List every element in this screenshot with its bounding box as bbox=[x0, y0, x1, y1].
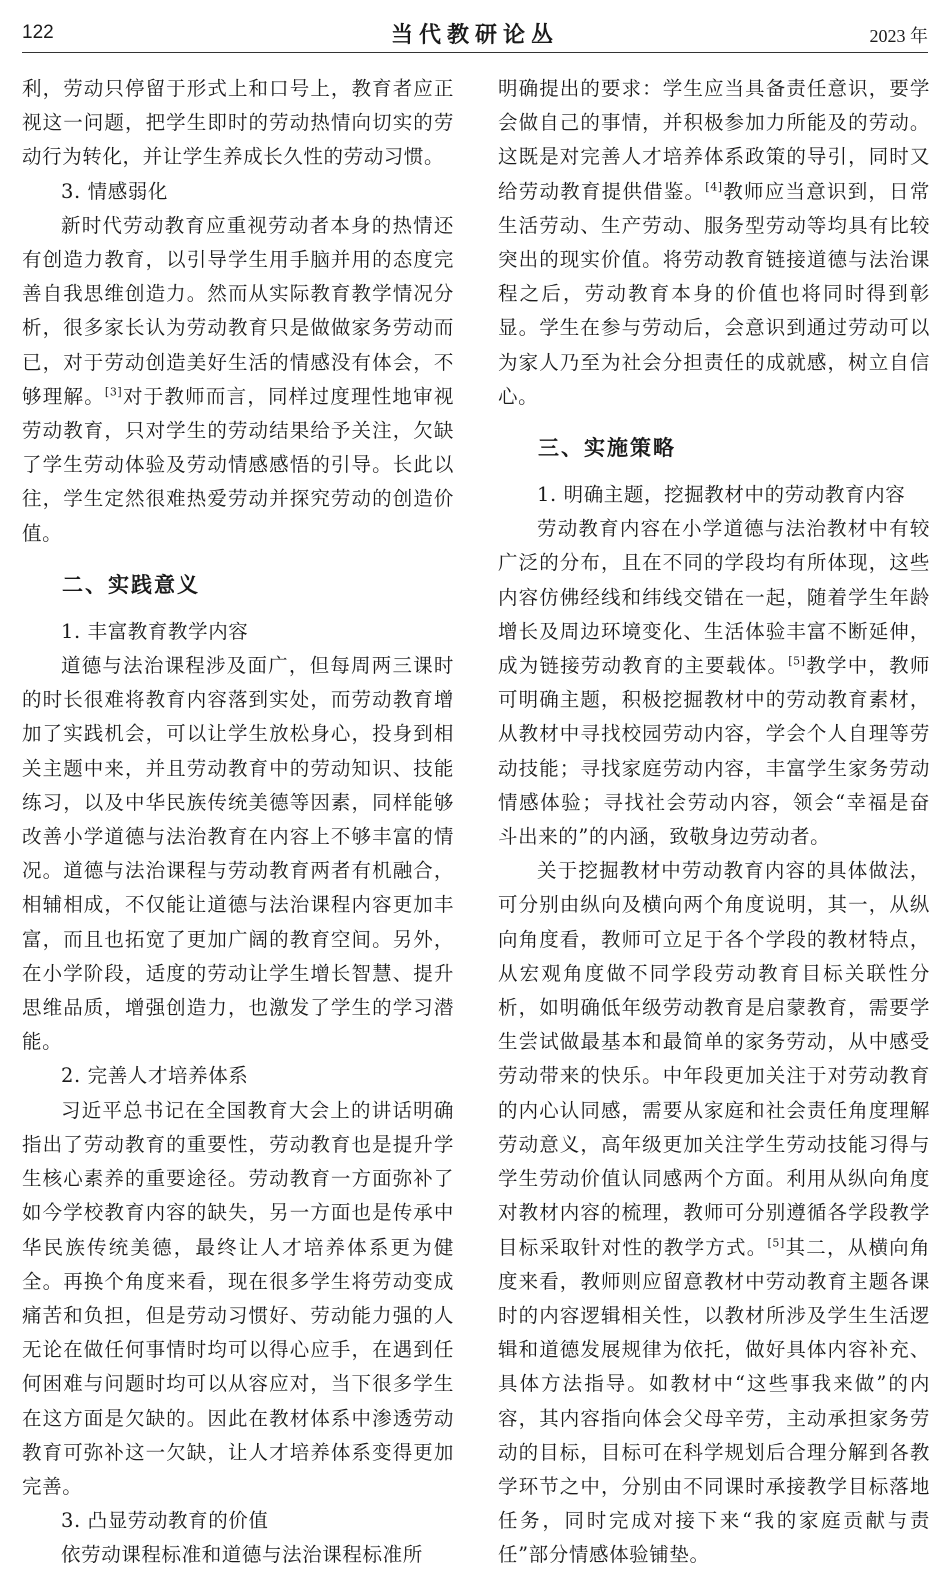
left-column bbox=[22, 72, 454, 1573]
paragraph: 道德与法治课程涉及面广，但每周两三课时的时长很难将教育内容落到实处，而劳动教育增加了实践机会，可以让学生放松身心，投身到相关主题中来，并且劳动教育中的劳动知识、技能练习，以及中华民族传统美德等因素，同样能够改善小学道德与法治教育在内容上不够丰富的情况。道德与法治课程与劳动教育两者有机融合，相辅相成，不仅能让道德与法治课程内容更加丰富，而且也拓宽了更加广阔的教育空间。另外，在小学阶段，适度的劳动让学生增长智慧、提升思维品质，增强创造力，也激发了学生的学习潜能。 bbox=[22, 654, 454, 1054]
issue-year: 2023 年 bbox=[869, 26, 928, 46]
paragraph: 习近平总书记在全国教育大会上的讲话明确指出了劳动教育的重要性，劳动教育也是提升学生核心素养的重要途径。劳动教育一方面弥补了如今学校教育内容的缺失，另一方面也是传承中华民族传统美德，最终让人才培养体系更为健全。再换个角度来看，现在很多学生将劳动变成痛苦和负担，但是劳动习惯好、劳动能力强的人无论在做任何事情时均可以得心应手，在遇到任何困难与问题时均可以从容应对，当下很多学生在这方面是欠缺的。因此在教材体系中渗透劳动教育可弥补这一欠缺，让人才培养体系变得更加完善。 bbox=[22, 1098, 454, 1498]
subheading: 3. 情感弱化 bbox=[61, 179, 169, 203]
paragraph: 明确提出的要求：学生应当具备责任意识，要学会做自己的事情，并积极参加力所能及的劳动。这既是对完善人才培养体系政策的导引，同时又给劳动教育提供借鉴。[4]教师应当意识到，日常生活劳动、生产劳动、服务型劳动等均具有比较突出的现实价值。将劳动教育链接道德与法治课程之后，劳动教育本身的价值也将同时得到彰显。学生在参与劳动后，会意识到通过劳动可以为家人乃至为社会分担责任的成就感，树立自信心。 bbox=[498, 77, 930, 408]
subheading: 1. 丰富教育教学内容 bbox=[61, 619, 249, 643]
citation-ref: [4] bbox=[705, 180, 723, 194]
paragraph: 依劳动课程标准和道德与法治课程标准所 bbox=[61, 1543, 423, 1567]
citation-ref: [5] bbox=[767, 1236, 785, 1249]
citation-ref: [3] bbox=[104, 385, 123, 399]
paragraph: 新时代劳动教育应重视劳动者本身的热情还有创造力教育，以引导学生用手脑并用的态度完善自我思维创造力。然而从实际教育教学情况分析，很多家长认为劳动教育只是做做家务劳动而已，对于劳动创造美好生活的情感没有体会，不够理解。[3]对于教师而言，同样过度理性地审视劳动教育，只对学生的劳动结果给予关注，欠缺了学生劳动体验及劳动情感感悟的引导。长此以往，学生定然很难热爱劳动并探究劳动的创造价值。 bbox=[22, 213, 454, 545]
page-header bbox=[22, 0, 928, 56]
journal-title: 当代教研论丛 bbox=[390, 23, 559, 48]
paragraph: 利，劳动只停留于形式上和口号上，教育者应正视这一问题，把学生即时的劳动热情向切实的劳动行为转化，并让学生养成长久性的劳动习惯。 bbox=[22, 77, 454, 169]
subheading: 1. 明确主题，挖掘教材中的劳动教育内容 bbox=[537, 483, 906, 507]
subheading: 2. 完善人才培养体系 bbox=[61, 1064, 249, 1088]
subheading: 3. 凸显劳动教育的价值 bbox=[61, 1509, 269, 1533]
header-rule bbox=[22, 52, 928, 53]
paragraph: 劳动教育内容在小学道德与法治教材中有较广泛的分布，且在不同的学段均有所体现，这些内容仿佛经线和纬线交错在一起，随着学生年龄增长及周边环境变化、生活体验丰富不断延伸，成为链接劳动教育的主要载体。[5]教学中，教师可明确主题，积极挖掘教材中的劳动教育素材，从教材中寻找校园劳动内容，学会个人自理等劳动技能；寻找家庭劳动内容，丰富学生家务劳动情感体验；寻找社会劳动内容，领会“幸福是奋斗出来的”的内涵，致敬身边劳动者。 bbox=[498, 517, 930, 849]
section-heading: 二、实践意义 bbox=[62, 572, 200, 597]
section-heading: 三、实施策略 bbox=[538, 436, 676, 461]
page-number: 122 bbox=[22, 22, 54, 43]
paragraph: 关于挖掘教材中劳动教育内容的具体做法，可分别由纵向及横向两个角度说明，其一，从纵向角度看，教师可立足于各个学段的教材特点，从宏观角度做不同学段劳动教育目标关联性分析，如明确低年级劳动教育是启蒙教育，需要学生尝试做最基本和最简单的家务劳动，从中感受劳动带来的快乐。中年段更加关注于对劳动教育的内心认同感，需要从家庭和社会责任角度理解劳动意义，高年级更加关注学生劳动技能习得与学生劳动价值认同感两个方面。利用从纵向角度对教材内容的梳理，教师可分别遵循各学段教学目标采取针对性的教学方式。[5]其二，从横向角度来看，教师则应留意教材中劳动教育主题各课时的内容逻辑相关性，以教材所涉及学生生活逻辑和道德发展规律为依托，做好具体内容补充、具体方法指导。如教材中“这些事我来做”的内容，其内容指向体会父母辛劳，主动承担家务劳动的目标，目标可在科学规划后合理分解到各教学环节之中，分别由不同课时承接教学目标落地任务，同时完成对接下来“我的家庭贡献与责任”部分情感体验铺垫。 bbox=[498, 859, 930, 1567]
right-column bbox=[498, 72, 930, 1573]
citation-ref: [5] bbox=[788, 654, 806, 668]
